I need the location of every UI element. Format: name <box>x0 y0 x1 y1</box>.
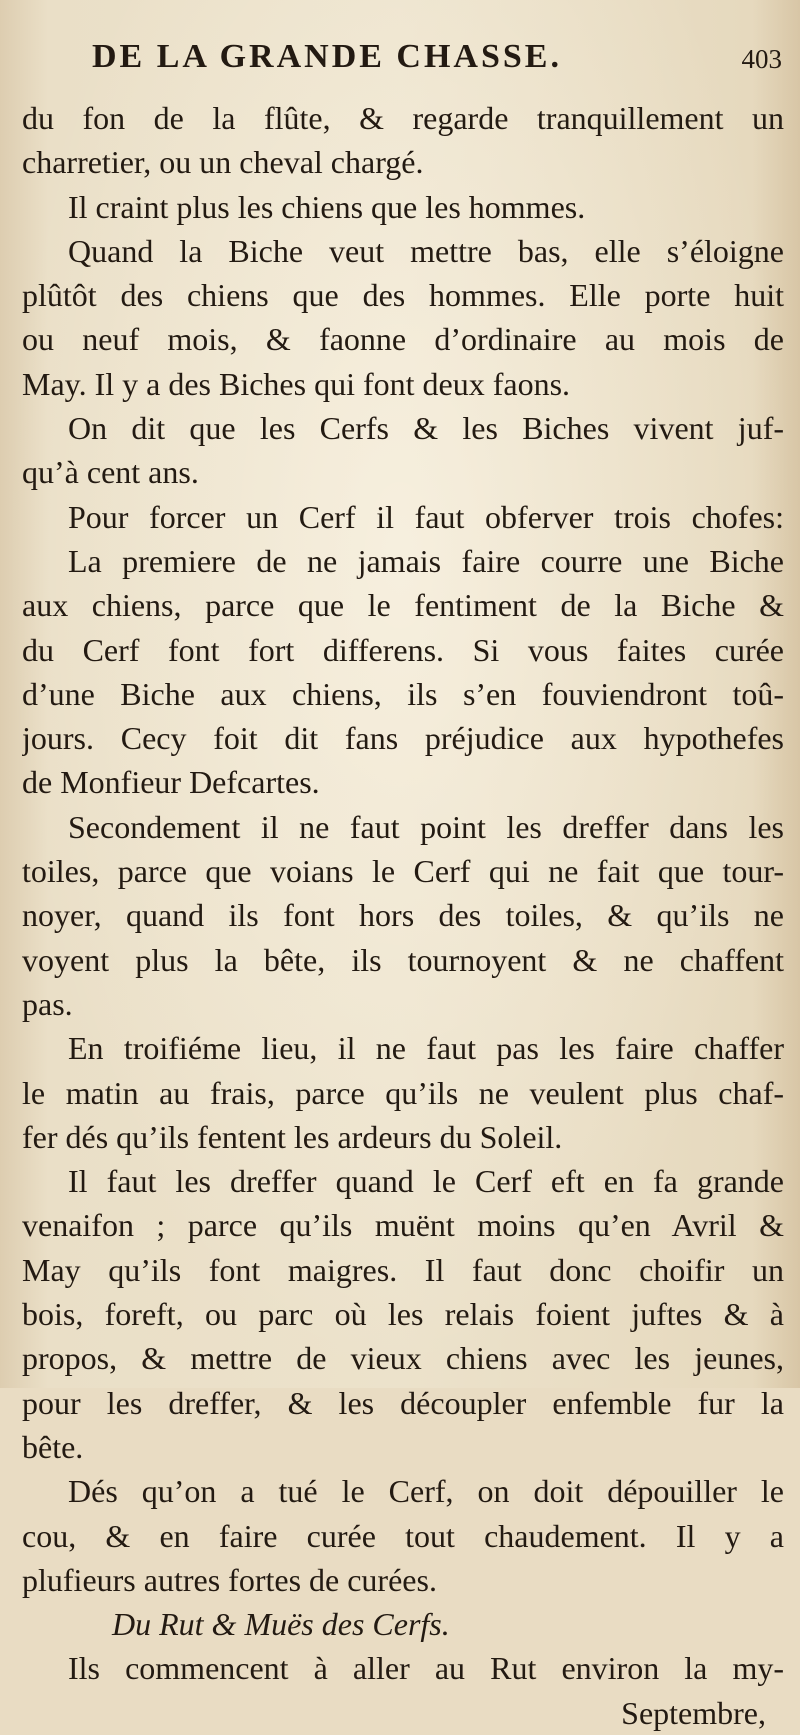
text-line: toiles, parce que voians le Cerf qui ne fait que tour- <box>22 853 784 890</box>
text-line: plufieurs autres fortes de curées. <box>22 1561 437 1598</box>
text-line: On dit que les Cerfs & les Biches vivent juf- <box>68 410 784 447</box>
text-line: Ils commencent à aller au Rut environ la my- <box>68 1650 784 1687</box>
text-line: jours. Cecy foit dit fans préjudice aux hypothefes <box>22 720 784 757</box>
page-number: 403 <box>741 44 782 74</box>
body-text <box>22 96 784 1735</box>
text-line: venaifon ; parce qu’ils muënt moins qu’en Avril & <box>22 1207 784 1244</box>
text-line: Il craint plus les chiens que les hommes. <box>68 188 586 225</box>
text-line: pour les dreffer, & les découpler enfemble fur la <box>22 1384 784 1421</box>
text-line: bête. <box>22 1428 84 1465</box>
text-line: cou, & en faire curée tout chaudement. Il y a <box>22 1517 784 1554</box>
text-line: fer dés qu’ils fentent les ardeurs du Soleil. <box>22 1118 563 1155</box>
text-line: Dés qu’on a tué le Cerf, on doit dépouiller le <box>68 1473 784 1510</box>
text-line: May. Il y a des Biches qui font deux faons. <box>22 365 571 402</box>
text-line: Pour forcer un Cerf il faut obferver trois chofes: <box>68 498 784 535</box>
text-line: du Cerf font fort differens. Si vous faites curée <box>22 631 784 668</box>
text-line: En troifiéme lieu, il ne faut pas les faire chaffer <box>68 1030 784 1067</box>
text-line: propos, & mettre de vieux chiens avec les jeunes, <box>22 1340 784 1377</box>
text-line: noyer, quand ils font hors des toiles, & qu’ils ne <box>22 897 784 934</box>
text-line: de Monfieur Defcartes. <box>22 764 320 801</box>
text-line: pas. <box>22 985 73 1022</box>
text-line: ou neuf mois, & faonne d’ordinaire au mois de <box>22 321 784 358</box>
text-line: Quand la Biche veut mettre bas, elle s’éloigne <box>68 232 784 269</box>
catchword: Septembre, <box>621 1694 766 1731</box>
text-line: plûtôt des chiens que des hommes. Elle porte huit <box>22 277 784 314</box>
text-line: charretier, ou un cheval chargé. <box>22 144 424 181</box>
text-line: bois, foreft, ou parc où les relais foient juftes & à <box>22 1296 784 1333</box>
text-line: aux chiens, parce que le fentiment de la Biche & <box>22 587 784 624</box>
text-line: May qu’ils font maigres. Il faut donc choifir un <box>22 1251 784 1288</box>
running-title: DE LA GRANDE CHASSE. <box>92 38 562 75</box>
text-line: le matin au frais, parce qu’ils ne veulent plus chaf- <box>22 1074 784 1111</box>
text-line: d’une Biche aux chiens, ils s’en fouviendront toû- <box>22 675 784 712</box>
text-line: La premiere de ne jamais faire courre une Biche <box>68 542 784 579</box>
text-line: du fon de la flûte, & regarde tranquillement un <box>22 100 784 136</box>
text-line: Il faut les dreffer quand le Cerf eft en fa grande <box>68 1163 784 1200</box>
page-header <box>92 38 782 88</box>
text-line: voyent plus la bête, ils tournoyent & ne chaffent <box>22 941 784 978</box>
text-line: Secondement il ne faut point les dreffer dans les <box>68 808 784 845</box>
text-line: qu’à cent ans. <box>22 454 199 491</box>
section-heading: Du Rut & Muës des Cerfs. <box>112 1606 450 1643</box>
